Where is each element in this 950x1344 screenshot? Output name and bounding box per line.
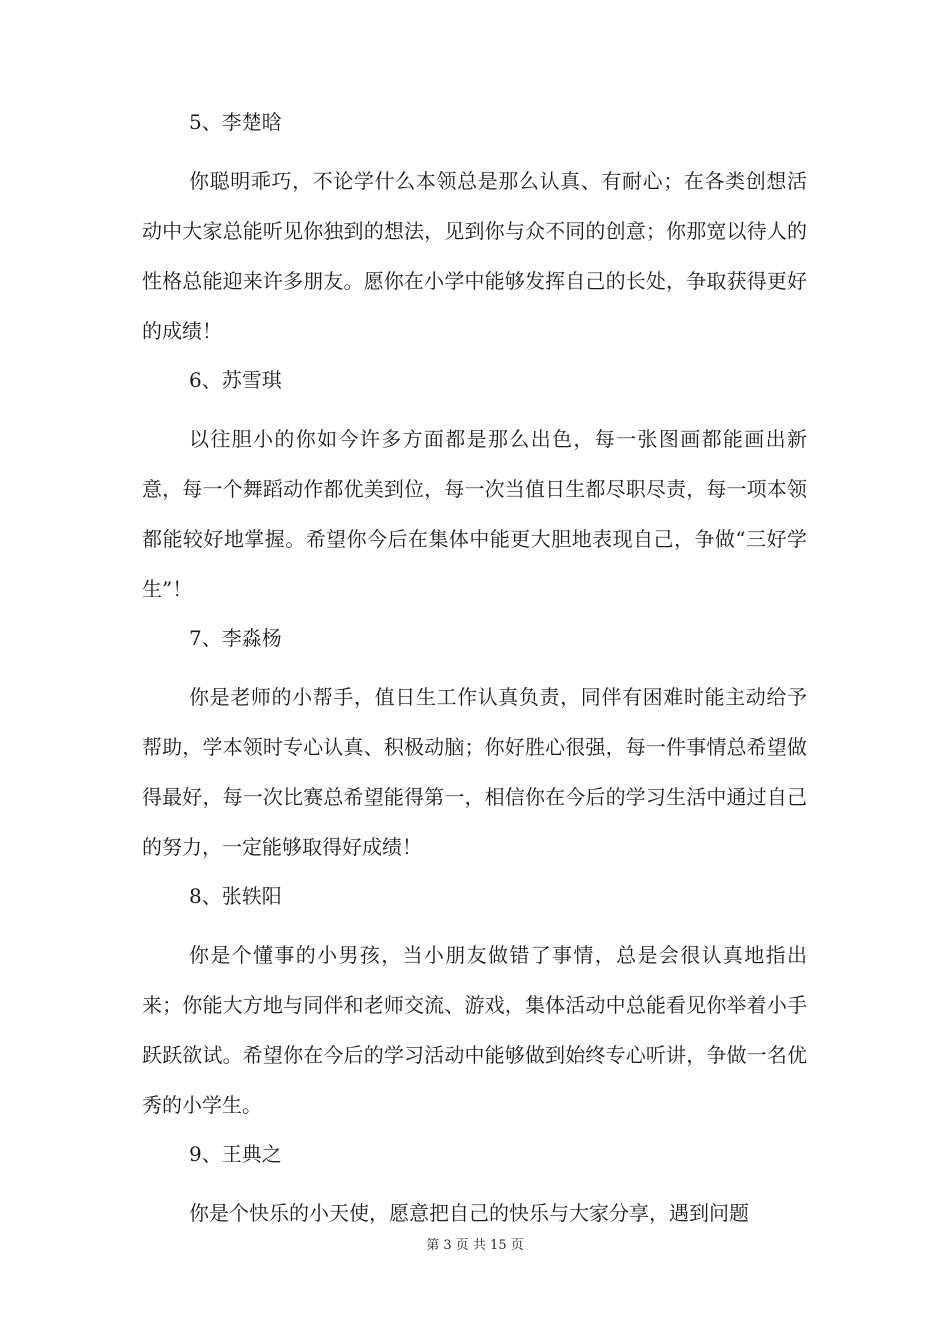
entry-paragraph: 你是老师的小帮手，值日生工作认真负责，同伴有困难时能主动给予帮助，学本领时专心认真、积极动脑；你好胜心很强，每一件事情总希望做得最好，每一次比赛总希望能得第一，相信你在今后的学习生活中通过自己的努力，一定能够取得好成绩！ xyxy=(142,685,807,859)
entry-paragraph: 你是个快乐的小天使，愿意把自己的快乐与大家分享，遇到问题 xyxy=(189,1201,749,1225)
entry-heading: 8、张轶阳 xyxy=(189,884,282,908)
entry-heading: 9、王典之 xyxy=(189,1142,282,1166)
entry-paragraph: 你是个懂事的小男孩，当小朋友做错了事情，总是会很认真地指出来；你能大方地与同伴和老师交流、游戏，集体活动中总能看见你举着小手跃跃欲试。希望你在今后的学习活动中能够做到始终专心听讲，争做一名优秀的小学生。 xyxy=(142,943,807,1117)
entry-heading: 6、苏雪琪 xyxy=(189,368,282,392)
entry-paragraph: 你聪明乖巧，不论学什么本领总是那么认真、有耐心；在各类创想活动中大家总能听见你独到的想法，见到你与众不同的创意；你那宽以待人的性格总能迎来许多朋友。愿你在小学中能够发挥自己的长处，争取获得更好的成绩！ xyxy=(142,169,807,343)
entry-heading: 5、李楚晗 xyxy=(189,110,282,134)
document-body xyxy=(142,102,807,1242)
entry-paragraph: 以往胆小的你如今许多方面都是那么出色，每一张图画都能画出新意，每一个舞蹈动作都优美到位，每一次当值日生都尽职尽责，每一项本领都能较好地掌握。希望你今后在集体中能更大胆地表现自己，争做“三好学生”！ xyxy=(142,427,807,601)
entry-heading: 7、李淼杨 xyxy=(189,626,282,650)
page-number-footer: 第 3 页 共 15 页 xyxy=(426,1238,524,1253)
